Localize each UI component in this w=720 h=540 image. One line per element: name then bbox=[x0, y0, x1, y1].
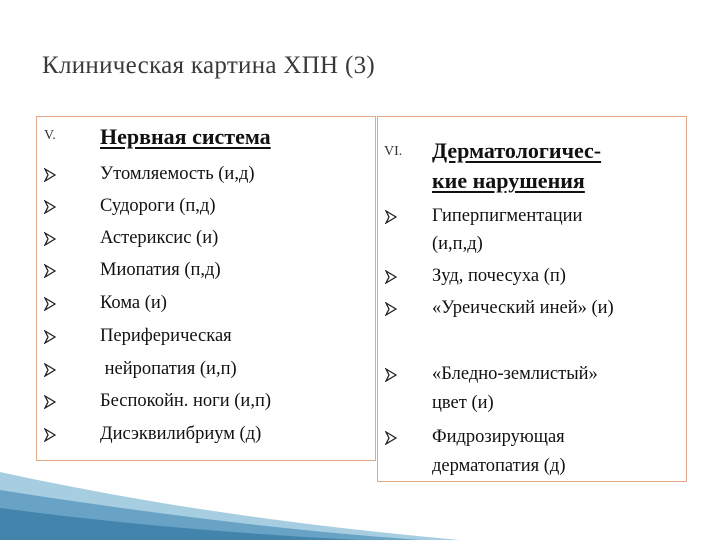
section-heading-right-line2: кие нарушения bbox=[432, 168, 585, 193]
arrow-bullet-icon bbox=[44, 200, 56, 214]
list-item-text: Зуд, почесуха (п) bbox=[432, 266, 566, 286]
arrow-bullet-icon bbox=[44, 264, 56, 278]
arrow-bullet-icon bbox=[44, 168, 56, 182]
list-item-text-cont: цвет (и) bbox=[432, 393, 494, 413]
list-item-text: Судороги (п,д) bbox=[100, 196, 216, 216]
arrow-bullet-icon bbox=[385, 431, 397, 445]
list-item-text: Беспокойн. ноги (и,п) bbox=[100, 391, 272, 411]
list-item-text: Периферическая bbox=[100, 326, 232, 346]
arrow-bullet-icon bbox=[385, 270, 397, 284]
arrow-bullet-icon bbox=[385, 302, 397, 316]
arrow-bullet-icon bbox=[44, 232, 56, 246]
page-title: Клиническая картина ХПН (3) bbox=[42, 52, 376, 79]
arrow-bullet-icon bbox=[385, 210, 397, 224]
list-item-text: Утомляемость (и,д) bbox=[100, 164, 255, 184]
list-item-text: «Бледно-землистый» bbox=[432, 364, 598, 384]
arrow-bullet-icon bbox=[44, 297, 56, 311]
arrow-bullet-icon bbox=[44, 363, 56, 377]
arrow-bullet-icon bbox=[385, 368, 397, 382]
section-heading-right-line1: Дерматологичес- bbox=[432, 138, 602, 163]
section-number-left: V. bbox=[44, 128, 56, 143]
arrow-bullet-icon bbox=[44, 330, 56, 344]
arrow-bullet-icon bbox=[44, 395, 56, 409]
section-number-right: VI. bbox=[384, 144, 403, 159]
section-heading-left: Нервная система bbox=[100, 124, 271, 149]
list-item-text-cont: (и,п,д) bbox=[432, 234, 483, 254]
list-item-text: Миопатия (п,д) bbox=[100, 260, 221, 280]
arrow-bullet-icon bbox=[44, 428, 56, 442]
list-item-text: Дисэквилибриум (д) bbox=[100, 424, 262, 444]
list-item-text: нейропатия (и,п) bbox=[100, 359, 237, 379]
list-item-text: Астериксис (и) bbox=[100, 228, 219, 248]
list-item-text: Гиперпигментации bbox=[432, 206, 583, 226]
list-item-text: Фидрозирующая bbox=[432, 427, 565, 447]
list-item-text-cont: дерматопатия (д) bbox=[432, 456, 566, 476]
list-item-text: Кома (и) bbox=[100, 293, 167, 313]
list-item-text: «Уреический иней» (и) bbox=[432, 298, 614, 318]
